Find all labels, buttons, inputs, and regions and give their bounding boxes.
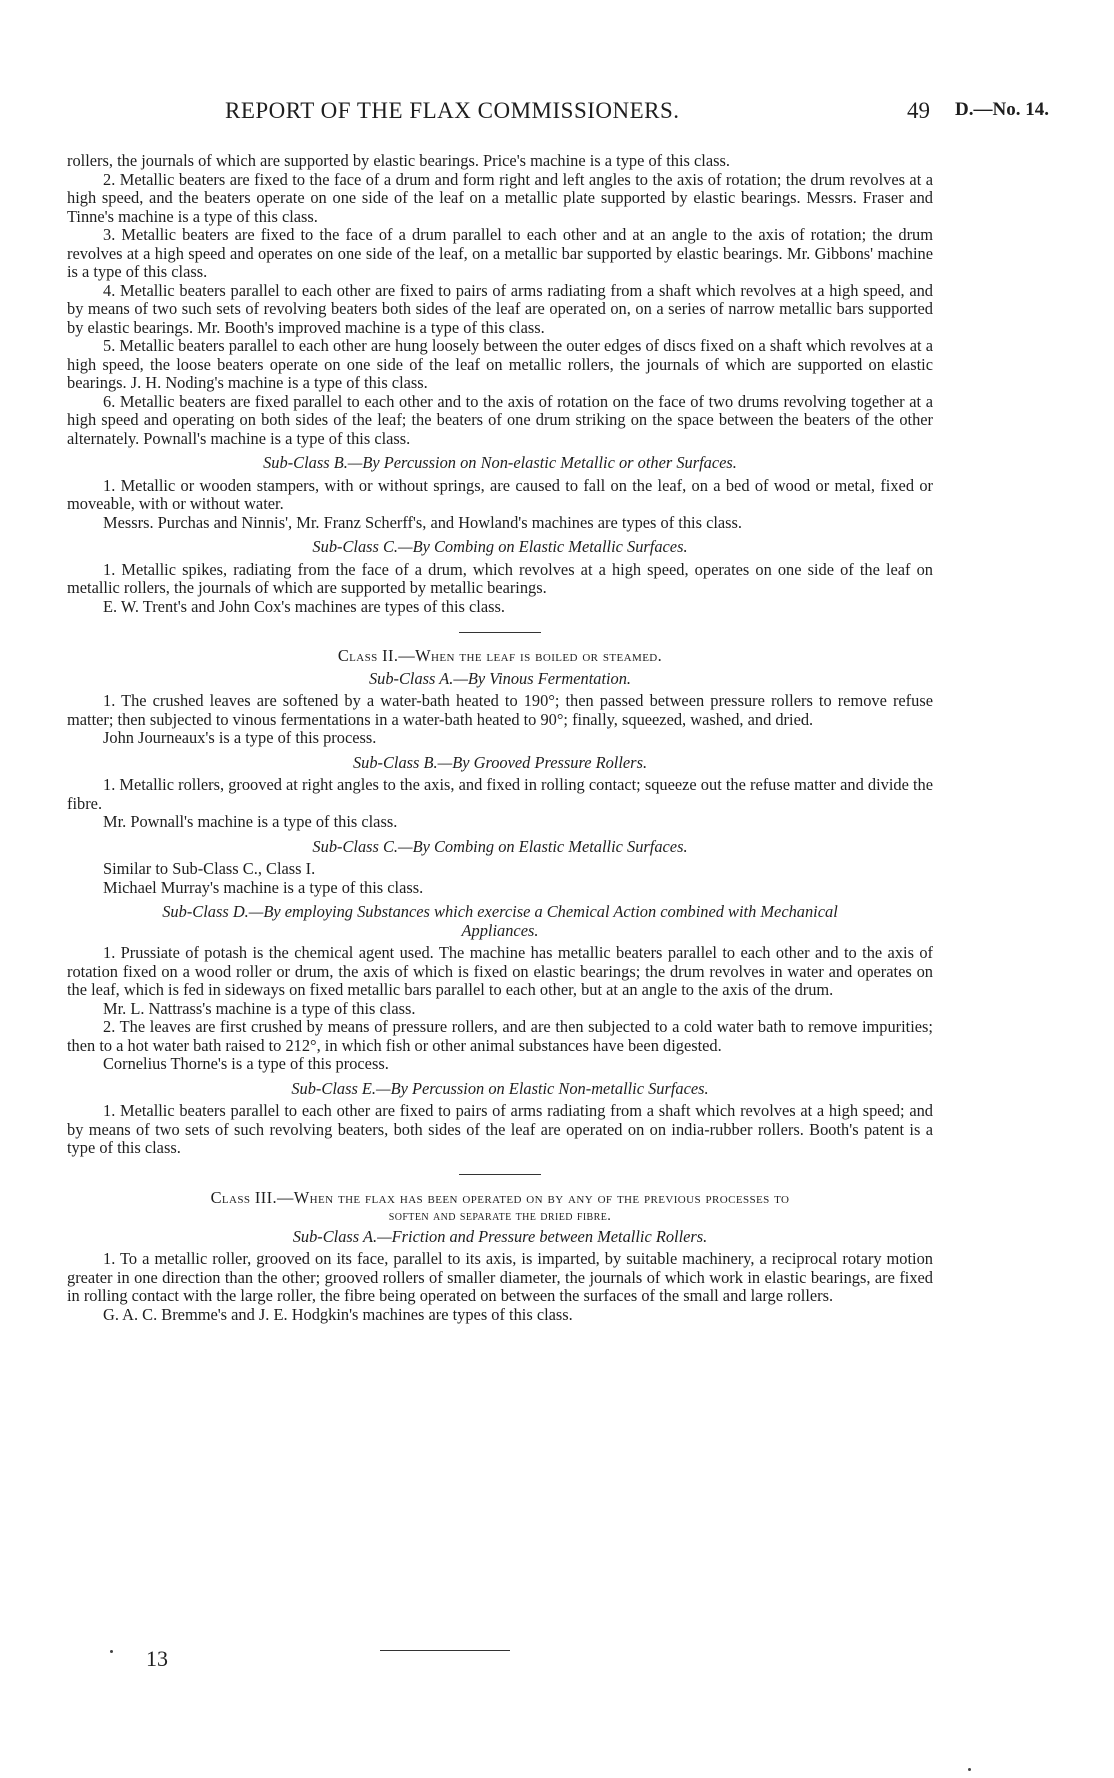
section-divider <box>459 1174 541 1175</box>
document-reference: D.—No. 14. <box>955 99 1049 120</box>
paragraph: rollers, the journals of which are supported by elastic bearings. Price's machine is a type of this class. <box>67 151 730 170</box>
paragraph: Messrs. Purchas and Ninnis', Mr. Franz Scherff's, and Howland's machines are types of this class. <box>103 512 743 532</box>
paragraph: 1. Prussiate of potash is the chemical agent used. The machine has metallic beaters parallel to each other and to the axis of rotation fixed on a wood roller or drum, the axis of which is fixed on elastic bearings; the drum revolves in water and operates on the leaf, which is fed in sideways on fixed metallic bars parallel to each other, but at an angle to the axis of the drum. <box>67 943 933 999</box>
paragraph: 1. Metallic spikes, radiating from the face of a drum, which revolves at a high speed, operates on one side of the leaf on metallic rollers, the journals of which are supported by metallic bearings. <box>67 559 933 597</box>
class-heading: Class II.—When the leaf is boiled or steamed. <box>337 646 663 665</box>
paragraph: Mr. L. Nattrass's machine is a type of this class. <box>103 998 416 1018</box>
paragraph: Cornelius Thorne's is a type of this process. <box>103 1054 389 1073</box>
paragraph: Michael Murray's machine is a type of this class. <box>103 877 424 897</box>
print-speck <box>968 1768 971 1771</box>
paragraph: 3. Metallic beaters are fixed to the face of a drum parallel to each other and at an angle to the axis of rotation; the drum revolves at a high speed and operates on one side of the leaf, on a metallic bar supported by elastic bearings. Mr. Gibbons' machine is a type of this class. <box>67 225 933 281</box>
paragraph: G. A. C. Bremme's and J. E. Hodgkin's machines are types of this class. <box>103 1304 573 1324</box>
paragraph: 1. The crushed leaves are softened by a water-bath heated to 190°; then passed between pressure rollers to remove refuse matter; then subjected to vinous fermentations in a water-bath heated to 90°; finally, squeezed, washed, and dried. <box>67 691 933 729</box>
subclass-heading: Sub-Class A.—By Vinous Fermentation. <box>368 668 632 688</box>
document-body <box>67 152 933 1324</box>
paragraph: 6. Metallic beaters are fixed parallel to each other and to the axis of rotation on the face of two drums revolving together at a high speed and operating on both sides of the leaf; the beaters of one drum striking on the space between the beaters of the other alternately. Pownall's machine is a type of this class. <box>67 391 933 448</box>
footer-divider <box>380 1650 510 1651</box>
subclass-heading: Sub-Class A.—Friction and Pressure between Metallic Rollers. <box>292 1226 708 1246</box>
paragraph: 5. Metallic beaters parallel to each other are hung loosely between the outer edges of discs fixed on a shaft which revolves at a high speed, the loose beaters operate on one side of the leaf on metallic rollers, the journals of which are supported on elastic bearings. J. H. Noding's machine is a type of this class. <box>67 336 933 392</box>
section-divider <box>459 632 541 633</box>
class-heading: Class III.—When the flax has been operated on by any of the previous processes to <box>210 1187 790 1207</box>
page-header <box>0 98 1114 132</box>
paragraph: Similar to Sub-Class C., Class I. <box>103 859 316 878</box>
paragraph: 2. Metallic beaters are fixed to the face of a drum and form right and left angles to the axis of rotation; the drum revolves at a high speed, and the beaters operate on one side of the leaf on a metallic plate supported by elastic bearings. Messrs. Fraser and Tinne's machine is a type of this class. <box>67 169 933 226</box>
paragraph: E. W. Trent's and John Cox's machines are types of this class. <box>103 596 505 616</box>
running-title: REPORT OF THE FLAX COMMISSIONERS. <box>225 98 680 123</box>
subclass-heading: Sub-Class E.—By Percussion on Elastic Non-metallic Surfaces. <box>291 1078 709 1098</box>
paragraph: 1. To a metallic roller, grooved on its face, parallel to its axis, is imparted, by suitable machinery, a reciprocal rotary motion greater in one direction than the other; grooved rollers of smaller diameter, the journals of which work in elastic bearings, are fixed in rolling contact with the large roller, the fibre being operated on between the surfaces of the small and large rollers. <box>67 1249 933 1305</box>
class-heading-continued: soften and separate the dried fibre. <box>388 1208 612 1224</box>
signature-number: 13 <box>146 1646 168 1671</box>
paragraph: 2. The leaves are first crushed by means of pressure rollers, and are then subjected to a cold water bath to remove impurities; then to a hot water bath raised to 212°, in which fish or other animal substances have been digested. <box>67 1017 933 1055</box>
subclass-heading: Sub-Class B.—By Grooved Pressure Rollers. <box>352 752 648 772</box>
page-number: 49 <box>907 98 930 123</box>
subclass-heading: Sub-Class B.—By Percussion on Non-elastic Metallic or other Surfaces. <box>263 453 737 472</box>
paragraph: John Journeaux's is a type of this process. <box>103 728 377 747</box>
paragraph: 1. Metallic or wooden stampers, with or without springs, are caused to fall on the leaf, on a bed of wood or metal, fixed or moveable, with or without water. <box>67 475 933 513</box>
subclass-heading: Sub-Class C.—By Combing on Elastic Metallic Surfaces. <box>312 537 688 556</box>
paragraph: 1. Metallic beaters parallel to each other are fixed to pairs of arms radiating from a shaft which revolves at a high speed; and by means of two sets of such revolving beaters, both sides of the leaf are operated on on india-rubber rollers. Booth's patent is a type of this class. <box>67 1101 933 1157</box>
print-speck <box>110 1650 113 1653</box>
paragraph: 4. Metallic beaters parallel to each other are fixed to pairs of arms radiating from a shaft which revolves at a high speed, and by means of two such sets of revolving beaters both sides of the leaf are operated on, on a series of narrow metallic bars supported by elastic bearings. Mr. Booth's improved machine is a type of this class. <box>67 280 933 337</box>
paragraph: 1. Metallic rollers, grooved at right angles to the axis, and fixed in rolling contact; squeeze out the refuse matter and divide the fibre. <box>67 775 933 813</box>
subclass-heading: Sub-Class C.—By Combing on Elastic Metallic Surfaces. <box>312 836 688 856</box>
paragraph: Mr. Pownall's machine is a type of this class. <box>103 812 398 831</box>
subclass-heading: Sub-Class D.—By employing Substances which exercise a Chemical Action combined with Mechanical Appliances. <box>162 902 838 940</box>
